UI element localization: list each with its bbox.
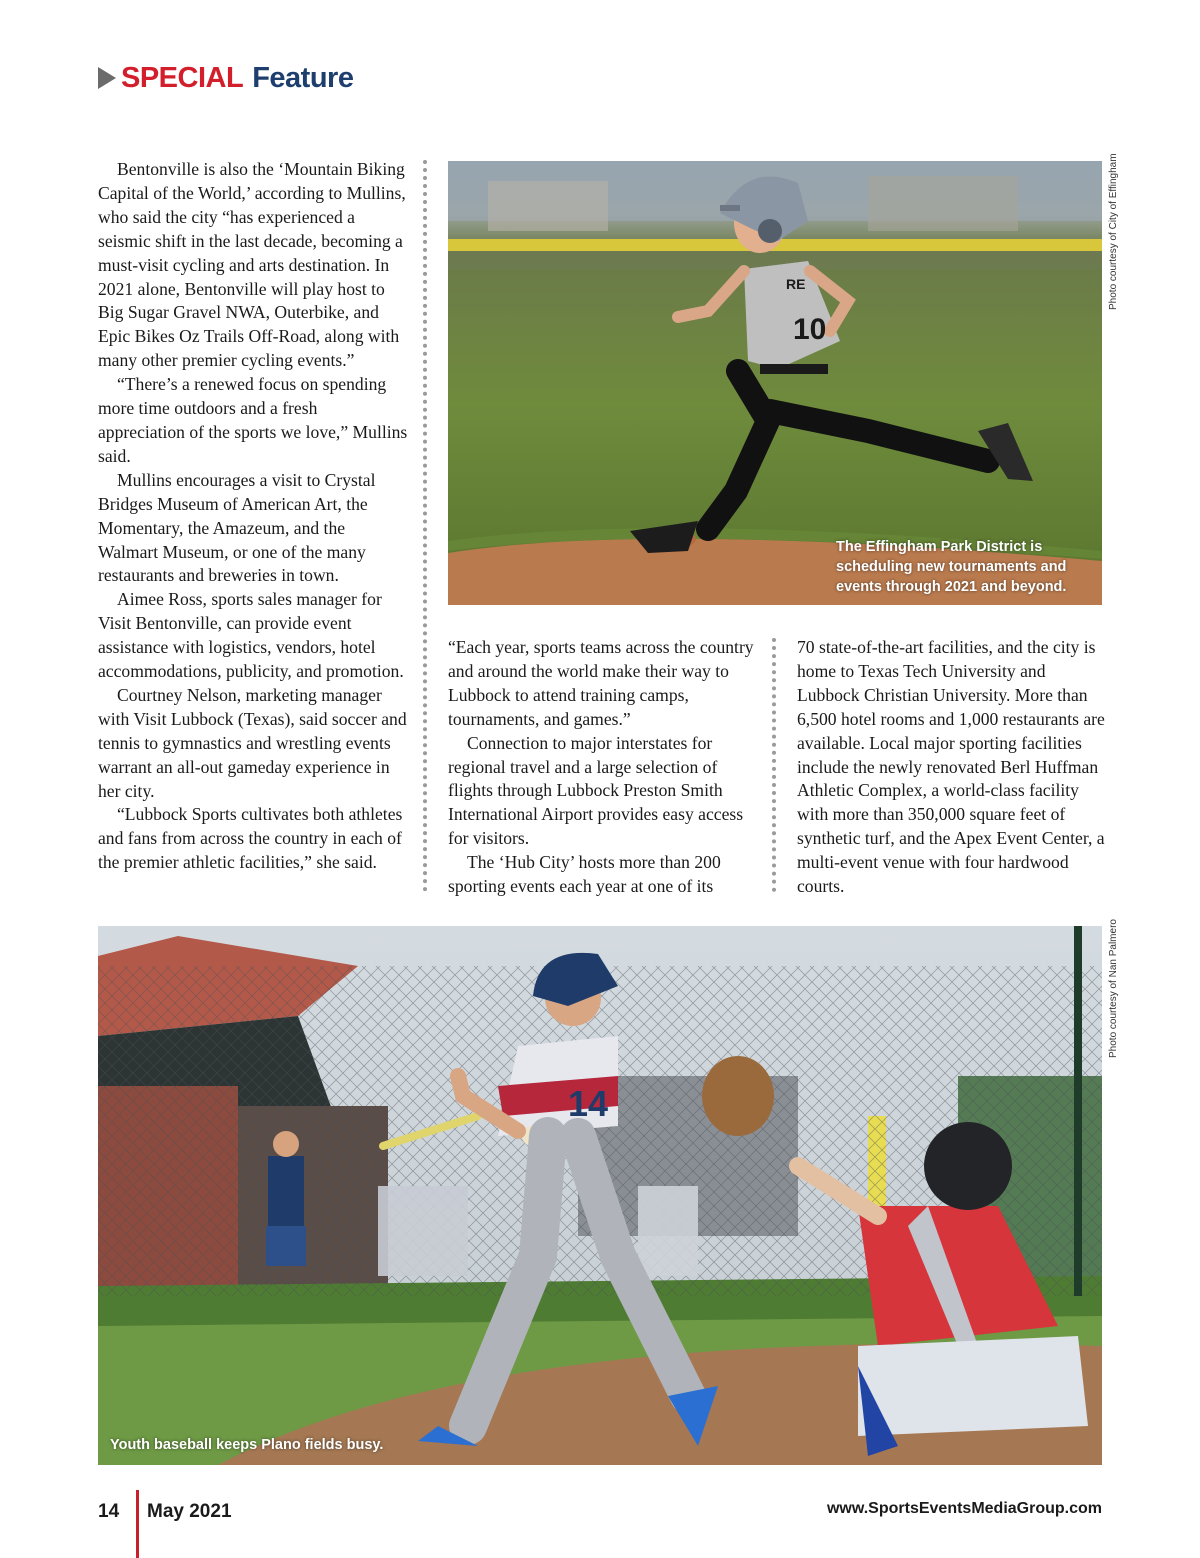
section-label-feature: Feature (252, 61, 354, 94)
paragraph: Connection to major interstates for regional travel and a large selection of flights through Lubbock Preston Smith International Airport provides easy access for visitors. (448, 732, 744, 849)
article-column-1 (98, 158, 408, 875)
photo-batter-catcher (98, 926, 1102, 1465)
paragraph: “Each year, sports teams across the country and around the world make their way to Lubbock to attend training camps, tournaments, and games.” (448, 637, 754, 729)
paragraph: Mullins encourages a visit to Crystal Bridges Museum of American Art, the Momentary, the Amazeum, and the Walmart Museum, or one of the many restaurants and breweries in town. (98, 469, 376, 586)
section-header (98, 60, 353, 96)
photo-credit: Photo courtesy of City of Effingham (1108, 153, 1119, 310)
triangle-arrow-icon (98, 67, 116, 89)
paragraph: The ‘Hub City’ hosts more than 200 sporting events each year at one of its (448, 852, 721, 897)
page-footer (98, 1490, 1102, 1558)
paragraph: “Lubbock Sports cultivates both athletes and fans from across the country in each of the premier athletic facilities,” she said. (98, 804, 403, 873)
website-url[interactable]: www.SportsEventsMediaGroup.com (826, 1500, 1102, 1517)
paragraph: Bentonville is also the ‘Mountain Biking Capital of the World,’ according to Mullins, who said the city “has experienced a seismic shift in the last decade, becoming a must-visit cycling and arts destination. In 2021 alone, Bentonville will play host to Big Sugar Gravel NWA, Outerbike, and Epic Bikes Oz Trails Off-Road, along with many other premier cycling events.” (98, 159, 406, 371)
photo-caption: Youth baseball keeps Plano fields busy. (110, 1437, 384, 1453)
section-label-special: SPECIAL (121, 61, 244, 94)
issue-date: May 2021 (147, 1501, 232, 1522)
photo-caption: The Effingham Park District is scheduling new tournaments and events through 2021 and beyond. (836, 539, 1067, 595)
article-column-2 (448, 636, 758, 899)
jersey-number: 10 (793, 313, 827, 346)
paragraph: Courtney Nelson, marketing manager with Visit Lubbock (Texas), said soccer and tennis to gymnastics and wrestling events warrant an all-out gameday experience in her city. (98, 684, 407, 801)
paragraph: 70 state-of-the-art facilities, and the city is home to Texas Tech University and Lubbock Christian University. More than 6,500 hotel rooms and 1,000 restaurants are available. Local major sporting facilities include the newly renovated Berl Huffman Athletic Complex, a world-class facility with more than 350,000 square feet of synthetic turf, and the Apex Event Center, a multi-event venue with four hardwood courts. (797, 637, 1105, 897)
article-column-3 (797, 636, 1107, 899)
photo-base-runner (448, 161, 1102, 605)
page-number: 14 (98, 1501, 120, 1522)
jersey-lettering: RE (786, 276, 806, 292)
paragraph: Aimee Ross, sports sales manager for Visit Bentonville, can provide event assistance with logistics, vendors, hotel accommodations, publicity, and promotion. (98, 589, 404, 682)
footer-divider (136, 1490, 139, 1558)
batter-jersey-number: 14 (568, 1083, 609, 1124)
batter-catcher-illustration (98, 926, 1102, 1465)
column-divider (772, 638, 776, 892)
photo-credit: Photo courtesy of Nan Palmero (1108, 919, 1119, 1058)
paragraph: “There’s a renewed focus on spending more time outdoors and a fresh appreciation of the sports we love,” Mullins said. (98, 374, 408, 466)
column-divider (423, 160, 427, 892)
